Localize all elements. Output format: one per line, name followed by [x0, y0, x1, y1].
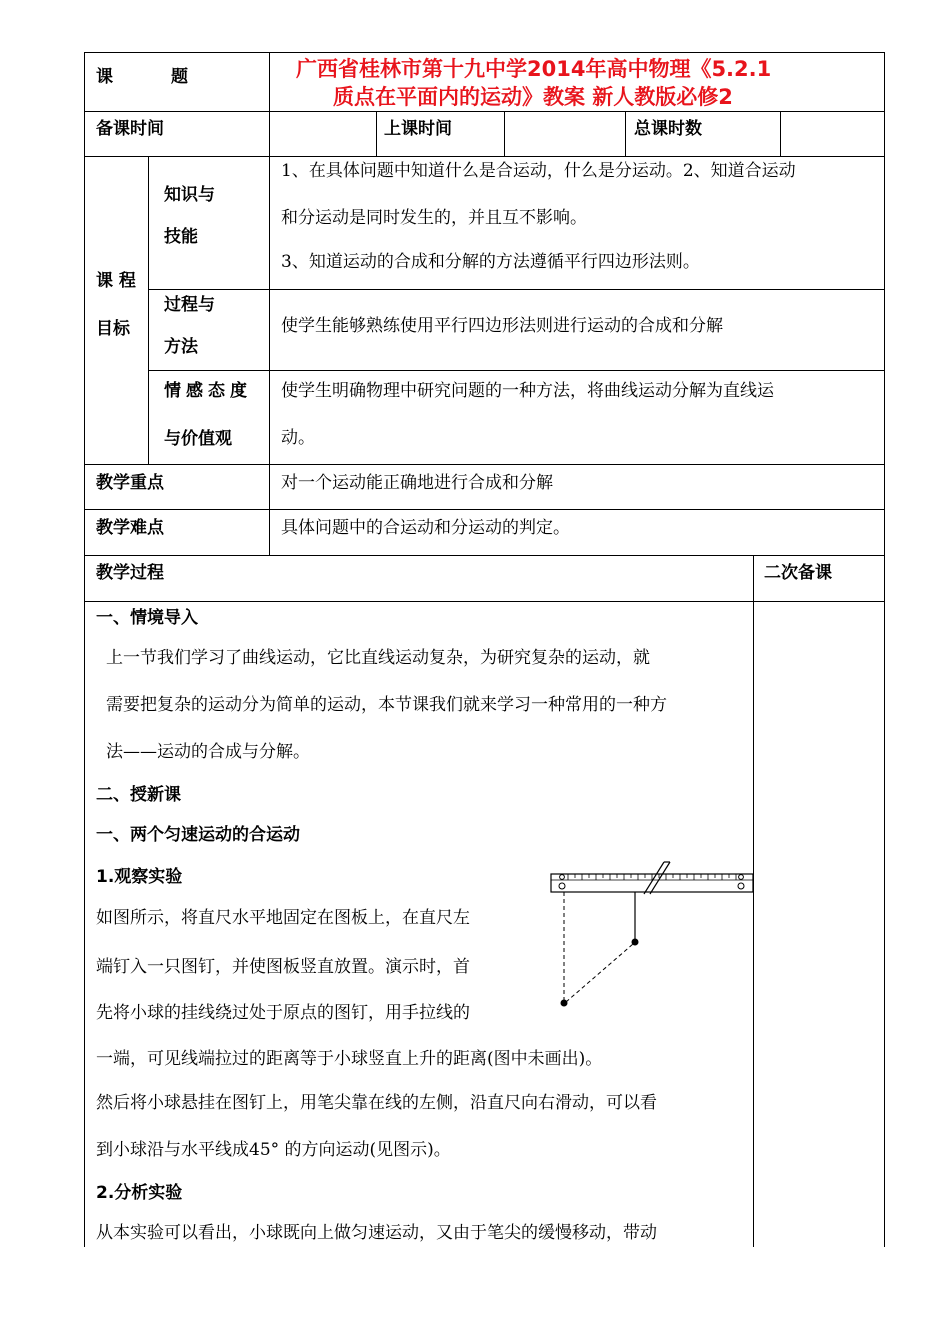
attitude-text-line2: 动。 [281, 428, 315, 448]
column-divider [376, 111, 377, 156]
knowledge-label-line2: 技能 [164, 227, 198, 247]
second-prep-label: 二次备课 [764, 563, 832, 583]
total-hours-label: 总课时数 [634, 119, 702, 139]
process-text: 使学生能够熟练使用平行四边形法则进行运动的合成和分解 [281, 316, 723, 336]
attitude-label-line1: 情感态度 [164, 381, 252, 401]
row-divider [84, 156, 885, 157]
observe-line3: 先将小球的挂线绕过处于原点的图钉，用手拉线的 [96, 1003, 470, 1023]
lesson-title-line1: 广西省桂林市第十九中学2014年高中物理《5.2.1 [296, 57, 772, 81]
goals-label-line2: 目标 [96, 319, 130, 339]
row-divider [84, 555, 885, 556]
column-divider [504, 111, 505, 156]
observe-line1: 如图所示，将直尺水平地固定在图板上，在直尺左 [96, 908, 470, 928]
ball-path-dashed [566, 944, 633, 1002]
section1-line2: 需要把复杂的运动分为简单的运动，本节课我们就来学习一种常用的一种方 [106, 695, 667, 715]
table-border-right [884, 52, 885, 1247]
ruler [551, 874, 753, 892]
row-divider [148, 289, 885, 290]
observe-line4: 一端，可见线端拉过的距离等于小球竖直上升的距离(图中未画出)。 [96, 1049, 603, 1069]
attitude-label-line2: 与价值观 [164, 429, 232, 449]
knowledge-label-line1: 知识与 [164, 185, 215, 205]
section1-line3: 法——运动的合成与分解。 [106, 742, 310, 762]
process-label-line1: 过程与 [164, 295, 215, 315]
teaching-process-label: 教学过程 [96, 563, 164, 583]
analyze-experiment-heading: 2.分析实验 [96, 1183, 183, 1203]
table-border-top [84, 52, 885, 53]
column-divider [269, 52, 270, 555]
section1-line1: 上一节我们学习了曲线运动，它比直线运动复杂，为研究复杂的运动，就 [106, 648, 650, 668]
observe-line6: 到小球沿与水平线成45° 的方向运动(见图示)。 [96, 1140, 451, 1160]
section1-heading: 一、情境导入 [96, 608, 198, 628]
knowledge-text-line3: 3、知道运动的合成和分解的方法遵循平行四边形法则。 [281, 252, 700, 272]
topic-label: 课 题 [96, 67, 196, 87]
column-divider [780, 111, 781, 156]
row-divider [84, 509, 885, 510]
table-border-left [84, 52, 85, 1247]
observe-line5: 然后将小球悬挂在图钉上，用笔尖靠在线的左侧，沿直尺向右滑动，可以看 [96, 1093, 657, 1113]
row-divider [84, 601, 885, 602]
row-divider [84, 111, 885, 112]
key-points-label: 教学重点 [96, 473, 164, 493]
row-divider [148, 370, 885, 371]
lesson-title-line2: 质点在平面内的运动》教案 新人教版必修2 [333, 85, 733, 109]
ball-start [561, 1000, 568, 1007]
row-divider [84, 464, 885, 465]
attitude-text-line1: 使学生明确物理中研究问题的一种方法，将曲线运动分解为直线运 [281, 381, 774, 401]
difficulties-text: 具体问题中的合运动和分运动的判定。 [281, 518, 570, 538]
prep-time-label: 备课时间 [96, 119, 164, 139]
goals-label-line1: 课 程 [96, 271, 136, 291]
section2-heading: 二、授新课 [96, 785, 181, 805]
observe-line2: 端钉入一只图钉，并使图板竖直放置。演示时，首 [96, 957, 470, 977]
column-divider [148, 156, 149, 464]
column-divider [625, 111, 626, 156]
knowledge-text-line1: 1、在具体问题中知道什么是合运动，什么是分运动。2、知道合运动 [281, 161, 796, 181]
key-points-text: 对一个运动能正确地进行合成和分解 [281, 473, 553, 493]
class-time-label: 上课时间 [384, 119, 452, 139]
observe-experiment-heading: 1.观察实验 [96, 867, 183, 887]
difficulties-label: 教学难点 [96, 518, 164, 538]
subsection1-heading: 一、两个匀速运动的合运动 [96, 825, 300, 845]
ruler-experiment-diagram [548, 858, 758, 1018]
knowledge-text-line2: 和分运动是同时发生的，并且互不影响。 [281, 208, 587, 228]
analyze-line1: 从本实验可以看出，小球既向上做匀速运动，又由于笔尖的缓慢移动，带动 [96, 1223, 657, 1243]
process-label-line2: 方法 [164, 337, 198, 357]
